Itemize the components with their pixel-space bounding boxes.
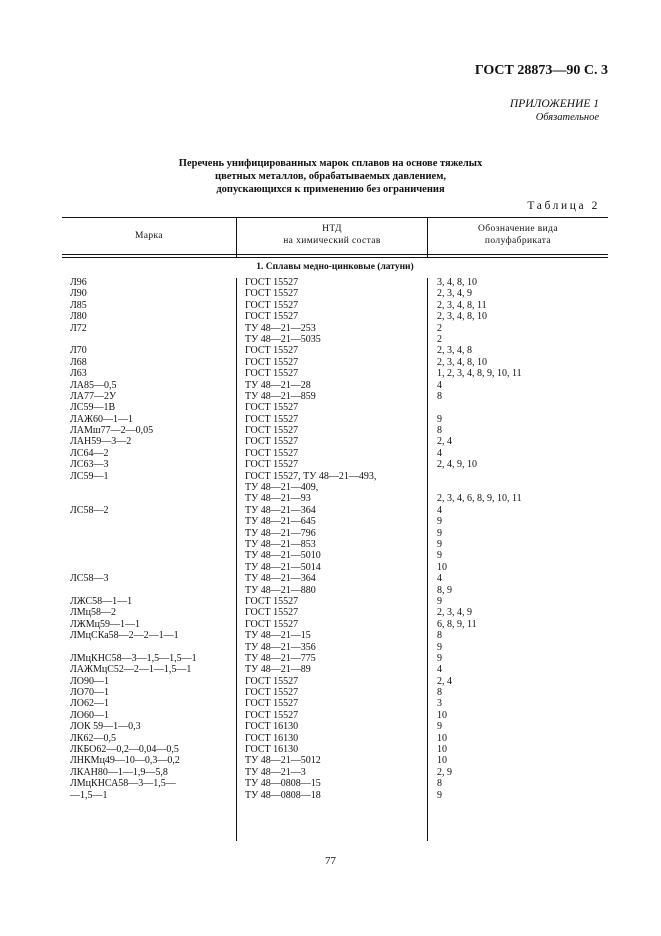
table-row: [0, 516, 661, 527]
cell-ntd: ГОСТ 15527, ТУ 48—21—493,: [245, 470, 377, 482]
table-row: [0, 630, 661, 641]
cell-ntd: ГОСТ 15527: [245, 436, 299, 448]
cell-oboznachenie: 9: [437, 550, 442, 562]
cell-oboznachenie: 10: [437, 744, 447, 756]
table-row: [0, 790, 661, 801]
cell-oboznachenie: 2, 4, 9, 10: [437, 459, 477, 471]
cell-ntd: ГОСТ 15527: [245, 595, 299, 607]
table-row: [0, 562, 661, 573]
cell-oboznachenie: 4: [437, 379, 442, 391]
cell-oboznachenie: 9: [437, 538, 442, 550]
table-row: [0, 733, 661, 744]
section-heading: 1. Сплавы медно-цинковые (латуни): [256, 262, 414, 272]
table-row: [0, 596, 661, 607]
cell-marka: Л72: [70, 322, 87, 334]
cell-oboznachenie: 4: [437, 664, 442, 676]
cell-ntd: ТУ 48—21—364: [245, 573, 316, 585]
cell-marka: ЛНКМц49—10—0,3—0,2: [70, 755, 180, 767]
cell-ntd: ГОСТ 15527: [245, 311, 299, 323]
table-row: [0, 414, 661, 425]
cell-marka: ЛС63—3: [70, 459, 109, 471]
cell-marka: ЛАЖ60—1—1: [70, 413, 133, 425]
cell-oboznachenie: 8, 9: [437, 584, 452, 596]
cell-oboznachenie: 8: [437, 390, 442, 402]
table-row: [0, 528, 661, 539]
cell-marka: ЛО90—1: [70, 675, 110, 687]
cell-oboznachenie: 3: [437, 698, 442, 710]
table-row: [0, 767, 661, 778]
table-row: [0, 619, 661, 630]
cell-ntd: ГОСТ 15527: [245, 618, 299, 630]
cell-marka: ЛМцКНСА58—3—1,5—: [70, 778, 176, 790]
appendix-block: [510, 98, 599, 124]
cell-ntd: ГОСТ 15527: [245, 687, 299, 699]
cell-ntd: ГОСТ 15527: [245, 299, 299, 311]
cell-ntd: ТУ 48—21—645: [245, 516, 316, 528]
table-title: [0, 157, 661, 196]
cell-ntd: ГОСТ 15527: [245, 288, 299, 300]
cell-marka: Л63: [70, 368, 87, 380]
cell-oboznachenie: 8: [437, 425, 442, 437]
table-row: [0, 710, 661, 721]
table-row: [0, 311, 661, 322]
table-row: [0, 676, 661, 687]
cell-ntd: ГОСТ 15527: [245, 459, 299, 471]
cell-ntd: ТУ 48—21—364: [245, 504, 316, 516]
cell-marka: ЛКАН80—1—1,9—5,8: [70, 766, 168, 778]
table-row: [0, 425, 661, 436]
table-row: [0, 482, 661, 493]
appendix-title: ПРИЛОЖЕНИЕ 1: [509, 98, 599, 110]
cell-ntd: ГОСТ 15527: [245, 425, 299, 437]
table-row: [0, 744, 661, 755]
cell-oboznachenie: 2, 4: [437, 675, 452, 687]
cell-oboznachenie: 2: [437, 333, 442, 345]
cell-marka: Л90: [70, 288, 87, 300]
cell-marka: ЛО70—1: [70, 687, 110, 699]
cell-oboznachenie: 2, 3, 4, 8: [437, 345, 472, 357]
table-row: [0, 505, 661, 516]
cell-oboznachenie: 10: [437, 709, 447, 721]
column-header-ntd-line1: НТД: [322, 224, 342, 234]
cell-ntd: ТУ 48—21—859: [245, 390, 316, 402]
cell-marka: ЛА85—0,5: [70, 379, 117, 391]
table-row: [0, 778, 661, 789]
cell-oboznachenie: 10: [437, 755, 447, 767]
cell-marka: ЛС58—2: [70, 504, 109, 516]
column-header-oboz-line1: Обозначение вида: [478, 224, 558, 234]
cell-ntd: ГОСТ 15527: [245, 356, 299, 368]
table-row: [0, 642, 661, 653]
table-row: [0, 459, 661, 470]
cell-marka: Л96: [70, 277, 87, 288]
cell-oboznachenie: 9: [437, 789, 442, 801]
cell-ntd: ГОСТ 15527: [245, 345, 299, 357]
cell-oboznachenie: 9: [437, 595, 442, 607]
cell-oboznachenie: 8: [437, 778, 442, 790]
cell-marka: ЛАЖМцС52—2—1—1,5—1: [70, 664, 192, 676]
table-row: [0, 357, 661, 368]
table-row: [0, 288, 661, 299]
table-row: [0, 539, 661, 550]
cell-marka: ЛС64—2: [70, 447, 109, 459]
table-label: Таблица 2: [527, 200, 600, 212]
cell-oboznachenie: 9: [437, 413, 442, 425]
cell-marka: Л68: [70, 356, 87, 368]
document-header: ГОСТ 28873—90 С. 3: [474, 63, 608, 78]
cell-marka: ЛМцСКа58—2—2—1—1: [70, 630, 179, 642]
cell-ntd: ТУ 48—21—89: [245, 664, 311, 676]
cell-oboznachenie: 9: [437, 527, 442, 539]
cell-marka: ЛС59—1: [70, 470, 109, 482]
cell-ntd: ТУ 48—21—356: [245, 641, 316, 653]
cell-ntd: ГОСТ 15527: [245, 368, 299, 380]
cell-marka: ЛАН59—3—2: [70, 436, 132, 448]
cell-oboznachenie: 9: [437, 516, 442, 528]
cell-ntd: ТУ 48—21—93: [245, 493, 311, 505]
cell-oboznachenie: 1, 2, 3, 4, 8, 9, 10, 11: [437, 368, 522, 380]
cell-oboznachenie: 6, 8, 9, 11: [437, 618, 477, 630]
cell-ntd: ТУ 48—0808—15: [245, 778, 321, 790]
cell-oboznachenie: 9: [437, 652, 442, 664]
table-row: [0, 607, 661, 618]
cell-oboznachenie: 3, 4, 8, 10: [437, 277, 477, 288]
cell-marka: ЛМцКНС58—3—1,5—1,5—1: [70, 652, 197, 664]
cell-oboznachenie: 8: [437, 687, 442, 699]
cell-ntd: ГОСТ 15527: [245, 698, 299, 710]
cell-ntd: ГОСТ 15527: [245, 277, 299, 288]
cell-ntd: ТУ 48—21—253: [245, 322, 316, 334]
cell-oboznachenie: 9: [437, 641, 442, 653]
table-row: [0, 334, 661, 345]
cell-ntd: ГОСТ 15527: [245, 447, 299, 459]
cell-oboznachenie: 10: [437, 561, 447, 573]
table-row: [0, 664, 661, 675]
cell-marka: Л70: [70, 345, 87, 357]
header-bottom-rule-double: [62, 257, 608, 258]
column-header-marka: Марка: [134, 231, 164, 241]
cell-marka: ЛО60—1: [70, 709, 110, 721]
table-row: [0, 471, 661, 482]
title-line: цветных металлов, обрабатываемых давлением,: [215, 171, 446, 182]
cell-ntd: ТУ 48—21—5012: [245, 755, 321, 767]
table-row: [0, 380, 661, 391]
cell-marka: ЛС59—1В: [70, 402, 116, 414]
header-bottom-rule: [62, 254, 608, 255]
cell-ntd: ГОСТ 16130: [245, 732, 299, 744]
cell-oboznachenie: 9: [437, 721, 442, 733]
cell-ntd: ТУ 48—21—15: [245, 630, 311, 642]
cell-oboznachenie: 8: [437, 630, 442, 642]
cell-marka: ЛС58—3: [70, 573, 109, 585]
cell-marka: ЛА77—2У: [70, 390, 117, 402]
column-header-ntd: [237, 223, 427, 247]
page-number: 77: [325, 855, 336, 867]
table-top-rule: [62, 217, 608, 218]
column-header-oboznachenie: [428, 223, 608, 247]
cell-oboznachenie: 2, 3, 4, 8, 10: [437, 356, 487, 368]
table-row: [0, 277, 661, 288]
table-row: [0, 550, 661, 561]
cell-marka: Л85: [70, 299, 87, 311]
column-header-oboz-line2: полуфабриката: [484, 236, 552, 246]
cell-ntd: ТУ 48—21—5010: [245, 550, 321, 562]
title-line: Перечень унифицированных марок сплавов на основе тяжелых: [178, 158, 483, 169]
table-row: [0, 755, 661, 766]
table-row: [0, 493, 661, 504]
cell-marka: ЛКБО62—0,2—0,04—0,5: [70, 744, 179, 756]
table-row: [0, 721, 661, 732]
cell-ntd: ТУ 48—21—3: [245, 766, 306, 778]
column-header-ntd-line2: на химический состав: [283, 236, 381, 246]
cell-ntd: ТУ 48—21—775: [245, 652, 316, 664]
cell-oboznachenie: 10: [437, 732, 447, 744]
table-row: [0, 323, 661, 334]
appendix-subtitle: Обязательное: [535, 112, 599, 123]
cell-ntd: ГОСТ 15527: [245, 402, 299, 414]
cell-oboznachenie: 2, 3, 4, 8, 10: [437, 311, 487, 323]
cell-marka: ЛМц58—2: [70, 607, 117, 619]
cell-marka: ЛЖМц59—1—1: [70, 618, 140, 630]
cell-ntd: ГОСТ 15527: [245, 709, 299, 721]
table-row: [0, 345, 661, 356]
cell-oboznachenie: 2, 9: [437, 766, 452, 778]
cell-ntd: ГОСТ 15527: [245, 607, 299, 619]
cell-oboznachenie: 2, 3, 4, 8, 11: [437, 299, 487, 311]
cell-ntd: ТУ 48—21—880: [245, 584, 316, 596]
cell-marka: ЛАМш77—2—0,05: [70, 425, 154, 437]
cell-ntd: ТУ 48—21—853: [245, 538, 316, 550]
table-body: [0, 277, 661, 801]
table-row: [0, 687, 661, 698]
cell-marka: Л80: [70, 311, 87, 323]
table-row: [0, 300, 661, 311]
cell-oboznachenie: 4: [437, 447, 442, 459]
table-row: [0, 391, 661, 402]
table-row: [0, 585, 661, 596]
table-row: [0, 653, 661, 664]
table-row: [0, 436, 661, 447]
cell-marka: ЛО62—1: [70, 698, 110, 710]
cell-oboznachenie: 2, 4: [437, 436, 452, 448]
cell-marka: ЛЖС58—1—1: [70, 595, 133, 607]
cell-ntd: ГОСТ 16130: [245, 744, 299, 756]
table-row: [0, 402, 661, 413]
table-row: [0, 368, 661, 379]
cell-ntd: ТУ 48—21—409,: [245, 482, 319, 494]
cell-ntd: ГОСТ 16130: [245, 721, 299, 733]
table-row: [0, 448, 661, 459]
table-row: [0, 573, 661, 584]
cell-ntd: ТУ 48—21—28: [245, 379, 311, 391]
cell-oboznachenie: 2, 3, 4, 9: [437, 607, 472, 619]
cell-oboznachenie: 2, 3, 4, 6, 8, 9, 10, 11: [437, 493, 522, 505]
cell-ntd: ГОСТ 15527: [245, 413, 299, 425]
cell-oboznachenie: 4: [437, 504, 442, 516]
cell-ntd: ТУ 48—21—796: [245, 527, 316, 539]
cell-marka: ЛК62—0,5: [70, 732, 116, 744]
cell-ntd: ТУ 48—0808—18: [245, 789, 321, 801]
cell-ntd: ТУ 48—21—5014: [245, 561, 321, 573]
cell-oboznachenie: 2, 3, 4, 9: [437, 288, 472, 300]
cell-ntd: ТУ 48—21—5035: [245, 333, 321, 345]
cell-ntd: ГОСТ 15527: [245, 675, 299, 687]
title-line: допускающихся к применению без ограничения: [216, 184, 445, 195]
cell-oboznachenie: 4: [437, 573, 442, 585]
cell-marka: ЛОК 59—1—0,3: [70, 721, 141, 733]
table-row: [0, 698, 661, 709]
cell-oboznachenie: 2: [437, 322, 442, 334]
cell-marka: —1,5—1: [70, 789, 108, 801]
